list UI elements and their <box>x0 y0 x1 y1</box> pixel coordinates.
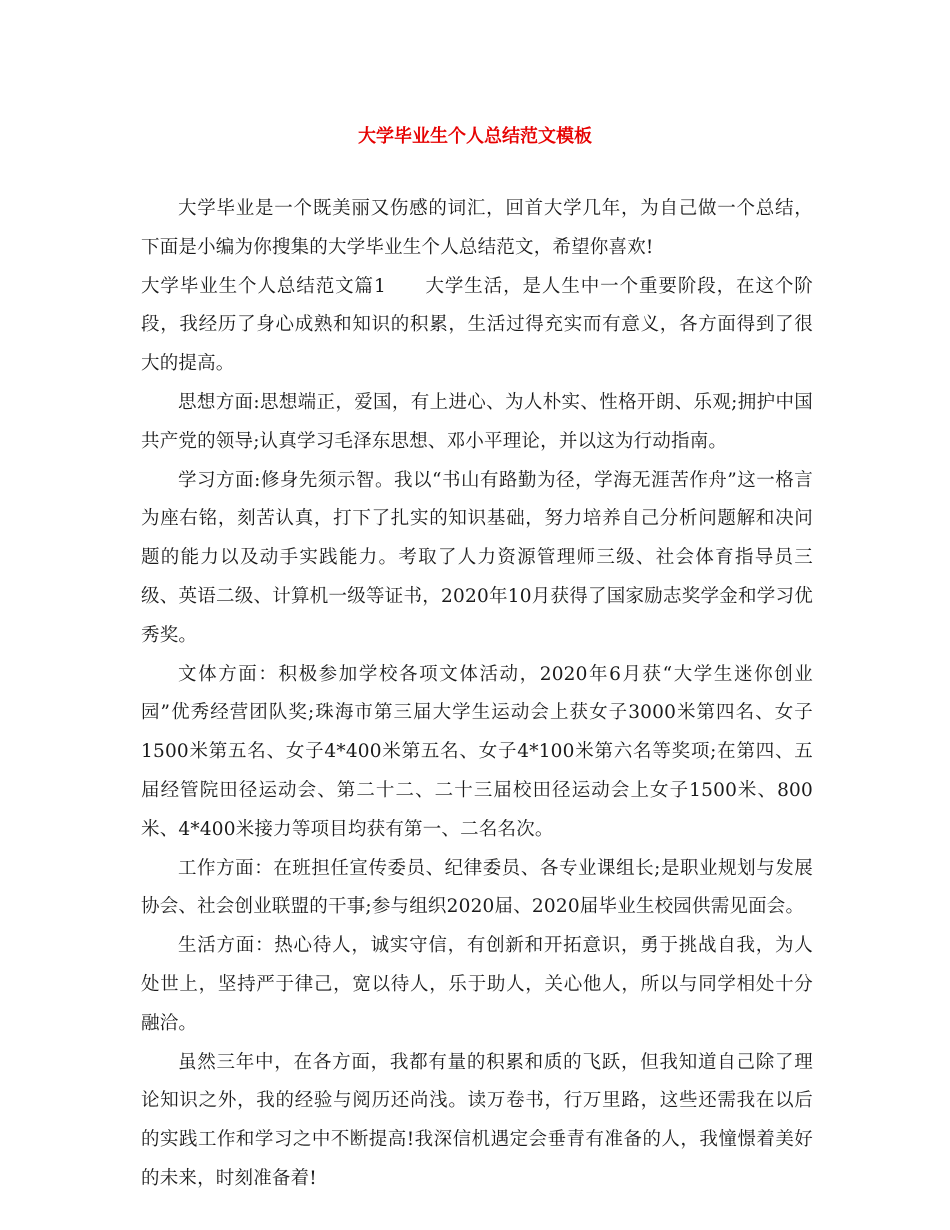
paragraph-conclusion: 虽然三年中，在各方面，我都有量的积累和质的飞跃，但我知道自己除了理论知识之外，我的经验与阅历还尚浅。读万卷书，行万里路，这些还需我在以后的实践工作和学习之中不断提高!我深信机遇定会垂青有准备的人，我憧憬着美好的未来，时刻准备着! <box>141 1051 813 1189</box>
paragraph-life: 生活方面：热心待人，诚实守信，有创新和开拓意识，勇于挑战自我，为人处世上，坚持严于律己，宽以待人，乐于助人，关心他人，所以与同学相处十分融洽。 <box>141 935 813 1034</box>
paragraph-ideology: 思想方面:思想端正，爱国，有上进心、为人朴实、性格开朗、乐观;拥护中国共产党的领导;认真学习毛泽东思想、邓小平理论，并以这为行动指南。 <box>141 391 813 452</box>
paragraph-work: 工作方面：在班担任宣传委员、纪律委员、各专业课组长;是职业规划与发展协会、社会创业联盟的干事;参与组织2020届、2020届毕业生校园供需见面会。 <box>141 857 813 918</box>
paragraph-intro: 大学毕业是一个既美丽又伤感的词汇，回首大学几年，为自己做一个总结，下面是小编为你搜集的大学毕业生个人总结范文，希望你喜欢! <box>141 198 813 258</box>
paragraph-study: 学习方面:修身先须示智。我以“书山有路勤为径，学海无涯苦作舟”这一格言为座右铭，刻苦认真，打下了扎实的知识基础，努力培养自己分析问题解和决问题的能力以及动手实践能力。考取了人力资源管理师三级、社会体育指导员三级、英语二级、计算机一级等证书，2020年10月获得了国家励志奖学金和学习优秀奖。 <box>141 469 813 646</box>
paragraph-sports-culture: 文体方面：积极参加学校各项文体活动，2020年6月获“大学生迷你创业园”优秀经营团队奖;珠海市第三届大学生运动会上获女子3000米第四名、女子1500米第五名、女子4*400米第五名、女子4*100米第六名等奖项;在第四、五届经管院田径运动会、第二十二、二十三届校田径运动会上女子1500米、800米、4*400米接力等项目均获有第一、二名名次。 <box>141 663 813 840</box>
paragraph-essay-heading: 大学毕业生个人总结范文篇1 大学生活，是人生中一个重要阶段，在这个阶段，我经历了身心成熟和知识的积累，生活过得充实而有意义，各方面得到了很大的提高。 <box>141 275 813 375</box>
document-body <box>141 190 813 1199</box>
document-title: 大学毕业生个人总结范文模板 <box>358 126 592 147</box>
